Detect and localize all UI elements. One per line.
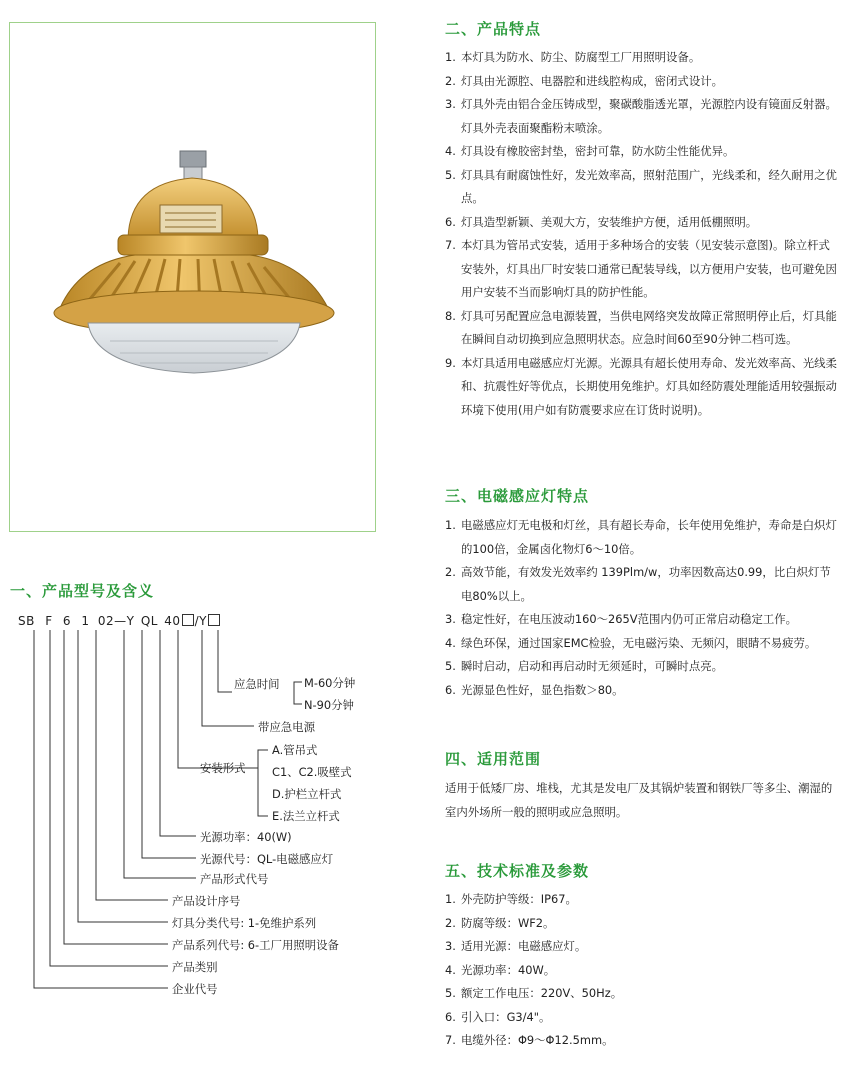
section-specs-title: 五、技术标准及参数 bbox=[445, 862, 590, 880]
label-emergency-power: 带应急电源 bbox=[258, 720, 315, 734]
list-item: 1. 电磁感应灯无电极和灯丝，具有超长寿命，长年使用免维护，寿命是白炽灯的100倍，金属卤化物灯6～10倍。 bbox=[445, 518, 837, 556]
model-part-y: Y bbox=[126, 614, 135, 628]
list-item: 5. 灯具具有耐腐蚀性好，发光效率高，照射范围广，光线柔和，经久耐用之优点。 bbox=[445, 167, 837, 205]
list-item: 2. 防腐等级：WF2。 bbox=[445, 915, 555, 930]
label-install-d: D.护栏立杆式 bbox=[272, 787, 342, 801]
label-company: 企业代号 bbox=[172, 982, 218, 996]
label-install-e: E.法兰立杆式 bbox=[272, 809, 340, 823]
label-install-a: A.管吊式 bbox=[272, 743, 318, 757]
list-item: 5. 额定工作电压：220V、50Hz。 bbox=[445, 986, 623, 1000]
label-n90: N-90分钟 bbox=[304, 698, 354, 712]
scope-text: 适用于低矮厂房、堆栈，尤其是发电厂及其锅炉装置和钢铁厂等多尘、潮湿的室内外场所一般的照明或应急照明。 bbox=[445, 781, 833, 819]
label-install-c: C1、C2.吸壁式 bbox=[272, 765, 352, 779]
label-m60: M-60分钟 bbox=[304, 676, 356, 690]
list-item: 5. 瞬时启动，启动和再启动时无须延时，可瞬时点亮。 bbox=[445, 659, 723, 673]
model-part-1: 1 bbox=[81, 614, 90, 628]
list-item: 9. 本灯具适用电磁感应灯光源。光源具有超长使用寿命、发光效率高、光线柔和、抗震性好等优点，长期使用免维护。灯具如经防震处理能适用较强振动环境下使用(用户如有防震要求应在订货时说明)。 bbox=[445, 355, 837, 417]
list-item: 3. 适用光源：电磁感应灯。 bbox=[445, 939, 587, 953]
list-item: 3. 稳定性好，在电压波动160～265V范围内仍可正常启动稳定工作。 bbox=[445, 612, 798, 626]
model-section-title: 一、产品型号及含义 bbox=[10, 582, 155, 600]
specs-list bbox=[445, 888, 837, 1053]
label-series: 产品系列代号: 6-工厂用照明设备 bbox=[172, 938, 339, 952]
model-part-dash: — bbox=[114, 614, 127, 628]
model-part-02: 02 bbox=[97, 614, 115, 628]
model-part-slash: / bbox=[194, 614, 200, 628]
section-induction-title: 三、电磁感应灯特点 bbox=[445, 487, 590, 505]
model-part-f: F bbox=[45, 614, 53, 628]
list-item: 1. 本灯具为防水、防尘、防腐型工厂用照明设备。 bbox=[445, 50, 701, 64]
list-item: 2. 高效节能，有效发光效率约 139Plm/w，功率因数高达0.99，比白炽灯节电80%以上。 bbox=[445, 565, 831, 603]
model-part-ql: QL bbox=[140, 614, 158, 628]
list-item: 4. 灯具设有橡胶密封垫，密封可靠，防水防尘性能优异。 bbox=[445, 144, 735, 158]
list-item: 7. 本灯具为管吊式安装，适用于多种场合的安装（见安装示意图)。除立杆式安装外，灯具出厂时安装口通常已配装导线，以方便用户安装，也可避免因用户安装不当而影响灯具的防护性能。 bbox=[445, 238, 837, 299]
label-source: 光源代号：QL-电磁感应灯 bbox=[200, 852, 334, 866]
section-features-title: 二、产品特点 bbox=[445, 20, 542, 38]
label-install: 安装形式 bbox=[200, 761, 246, 775]
list-item: 8. 灯具可另配置应急电源装置，当供电网络突发故障正常照明停止后，灯具能在瞬间自动切换到应急照明状态。应急时间60至90分钟二档可选。 bbox=[445, 308, 837, 346]
induction-list bbox=[445, 514, 837, 702]
list-item: 4. 光源功率：40W。 bbox=[445, 962, 556, 977]
model-part-6: 6 bbox=[62, 614, 72, 628]
list-item: 3. 灯具外壳由铝合金压铸成型，聚碳酸脂透光罩，光源腔内设有镜面反射器。灯具外壳表面聚酯粉末喷涂。 bbox=[445, 97, 837, 135]
section-scope-title: 四、适用范围 bbox=[445, 750, 542, 768]
list-item: 4. 绿色环保，通过国家EMC检验，无电磁污染、无频闪，眼睛不易疲劳。 bbox=[445, 635, 817, 650]
list-item: 6. 灯具造型新颖、美观大方，安装维护方便，适用低棚照明。 bbox=[445, 214, 758, 229]
model-part-y2: Y bbox=[199, 614, 207, 628]
list-item: 6. 引入口：G3/4"。 bbox=[445, 1009, 551, 1024]
label-category: 产品类别 bbox=[172, 960, 218, 974]
list-item: 7. 电缆外径：Φ9～Φ12.5mm。 bbox=[445, 1033, 614, 1047]
label-power: 光源功率：40(W) bbox=[200, 830, 292, 844]
label-design: 产品设计序号 bbox=[172, 894, 241, 908]
label-classify: 灯具分类代号: 1-免维护系列 bbox=[172, 916, 317, 930]
list-item: 6. 光源显色性好，显色指数＞80。 bbox=[445, 682, 624, 697]
model-part-sb: SB bbox=[18, 614, 35, 628]
list-item: 2. 灯具由光源腔、电器腔和进线腔构成，密闭式设计。 bbox=[445, 73, 723, 88]
model-part-40: 40 bbox=[164, 614, 181, 628]
label-form: 产品形式代号 bbox=[200, 872, 269, 886]
features-list bbox=[445, 46, 837, 422]
list-item: 1. 外壳防护等级：IP67。 bbox=[445, 892, 577, 906]
label-emergency-time: 应急时间 bbox=[234, 677, 280, 691]
